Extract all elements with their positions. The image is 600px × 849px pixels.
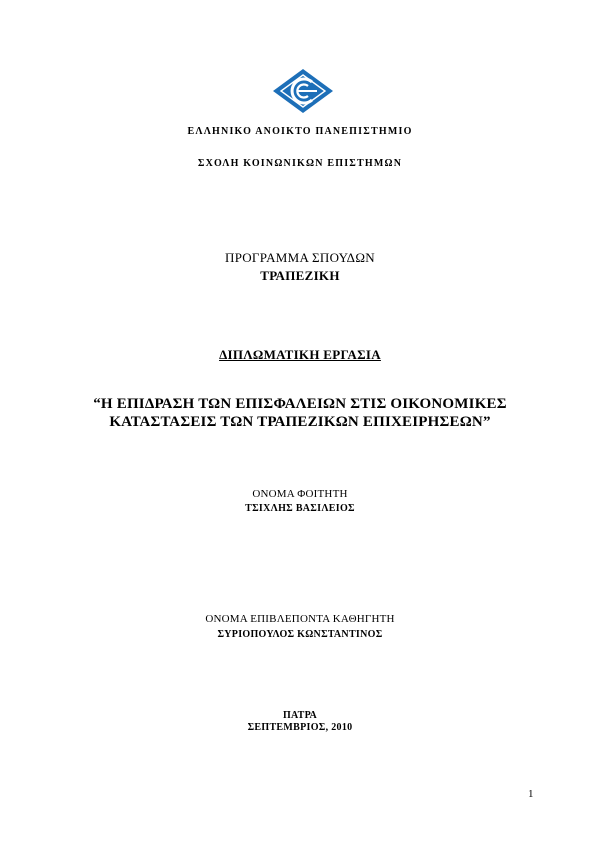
supervisor-name: ΣΥΡΙΟΠΟΥΛΟΣ ΚΩΝΣΤΑΝΤΙΝΟΣ (217, 629, 383, 640)
thesis-type (0, 347, 600, 363)
student-label: ΟΝΟΜΑ ΦΟΙΤΗΤΗ (252, 488, 348, 500)
page-number: 1 (528, 788, 534, 800)
program-name: ΤΡΑΠΕΖΙΚΗ (260, 268, 340, 283)
school-name: ΣΧΟΛΗ ΚΟΙΝΩΝΙΚΩΝ ΕΠΙΣΤΗΜΩΝ (197, 158, 403, 169)
university-name: ΕΛΛΗΝΙΚΟ ΑΝΟΙΚΤΟ ΠΑΝΕΠΙΣΤΗΜΙΟ (187, 126, 413, 137)
thesis-title-line-2: ΚΑΤΑΣΤΑΣΕΙΣ ΤΩΝ ΤΡΑΠΕΖΙΚΩΝ ΕΠΙΧΕΙΡΗΣΕΩΝ” (109, 414, 491, 430)
university-logo (272, 68, 334, 114)
city: ΠΑΤΡΑ (282, 710, 318, 721)
supervisor-label: ΟΝΟΜΑ ΕΠΙΒΛΕΠΟΝΤΑ ΚΑΘΗΓΗΤΗ (205, 613, 395, 625)
thesis-title-line-1: “Η ΕΠΙΔΡΑΣΗ ΤΩΝ ΕΠΙΣΦΑΛΕΙΩΝ ΣΤΙΣ ΟΙΚΟΝΟΜΙΚΕΣ (93, 396, 507, 412)
thesis-type-text: ΔΙΠΛΩΜΑΤΙΚΗ ΕΡΓΑΣΙΑ (219, 347, 381, 362)
program-label: ΠΡΟΓΡΑΜΜΑ ΣΠΟΥΔΩΝ (225, 250, 375, 265)
student-name: ΤΣΙΧΛΗΣ ΒΑΣΙΛΕΙΟΣ (245, 503, 355, 514)
date: ΣΕΠΤΕΜΒΡΙΟΣ, 2010 (247, 722, 353, 733)
